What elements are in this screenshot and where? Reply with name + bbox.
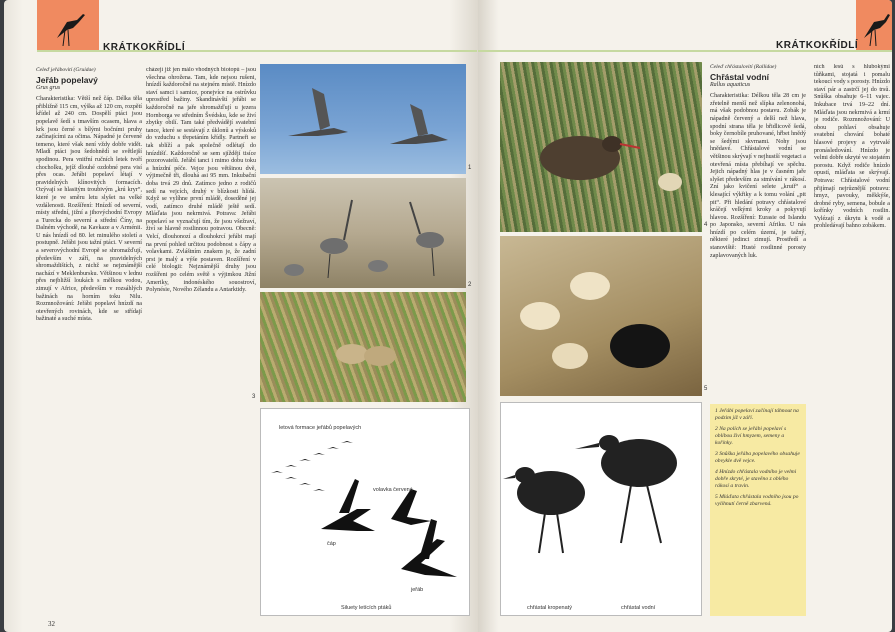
illus-label-formation: letová formace jeřábů popelavých <box>279 425 362 431</box>
rail-drawings-icon <box>501 403 703 617</box>
crane-standing-icon <box>260 178 466 288</box>
body-text: Charakteristika: Větší než čáp. Délka těla přibližně 115 cm, výška až 120 cm, rozpětí křídel až 240 cm. Dospělí ptáci jsou popelavě šedí s tmavším ocasem, hlava a krk jsou černé s bílými bočními pruhy začínajícími za očima. Nápadné je červené temeno, které však není vždy dobře vidět. Mladí ptáci jsou šedohnědí se světlejší spodinou. Pera vnitřní ručních letek tvoří chocholku, jejíž dlouhé ozdobné pera visí přes ocas. Jeřábi popelaví létají v pravidelných klínovitých formacích. Ozývají se hlasitým troubivým „krú kryr“, které je ve směru letu slyšet na velké vzdálenosti. Rozšíření: Hnízdí od severní, místy střední, jižní a jihovýchodní Evropy a Turecka do severní a střední Číny, na Dalném východě, na Kavkaze a v Arménii. U nás hnízdí od 80. let minulého století a postupně. Jeřábi jsou tažní ptáci. V severní a severovýchodní Evropě se shromažďují, především v září, na pravidelných shromaždištích, z nichž se nejznámější nachází v Meklenbursku. Většinou v lednu přes nejbližší loukách s mělkou vodou, zimují v Africe, především v rozsáhlých bažinách na horním toku Nilu. Rozmnožování: Jeřábi popelaví hnízdí na otevřených rovinách, kde se střídají bažinaté a suché místa. <box>36 96 142 323</box>
photo-number-3: 3 <box>252 394 256 400</box>
illus-label-crane: jeřáb <box>411 587 424 593</box>
page-number: 32 <box>48 620 55 628</box>
captions-box <box>710 404 806 616</box>
photo-number-5: 5 <box>704 386 708 392</box>
illus-label-water-rail: chřástal vodní <box>621 605 656 611</box>
chicks-eggs-icon <box>500 236 702 396</box>
species-name: Chřástal vodní <box>710 71 770 82</box>
right-page <box>478 0 892 632</box>
text-column-1 <box>710 64 806 394</box>
caption-4: 4 Hnízdo chřástala vodního je velmi dobře skryté, je stavěno z oblého rákosí a travin. <box>715 469 797 489</box>
photo-crane-nest <box>260 292 466 402</box>
family-label: Čeleď jeřábovití (Gruidae) <box>36 67 96 73</box>
illustration-rails <box>500 402 702 616</box>
crane-icon <box>856 0 892 50</box>
body-text: Charakteristika: Délkou těla 28 cm je zřetelně menší než slípka zelenonohá, má však podobnou postavu. Zobák je nápadně červený a delší než hlava, spodní strana těla je břidlicově šedá, boky černobíle pruhované, hřbet hnědý se šedými skvrnami. Nohy jsou hnědavé. Chřástalové vodní se většinou skrývají v nejhustší vegetaci a otevřená místa přebíhají ve spěchu. Jejich nápadný hlas je v časném jaře slyšet především za stmívání v rákosí. Zní jako kvičení selete „kruiř“ a klesající výkřiky a k tomu volání „pit pit“. Při hledání potravy chřástalové kráčejí velkými kroky a pokyvují hlavou. Rozšíření: Eurasie od Islandu po Japonsko, severní Afriku. U nás hnízdí po celém území, je tažný, některé jedinci zimují. Prostředí a stanoviště: Husté rostlinné porosty zaplavovaných luk. <box>710 93 806 259</box>
latin-name: Rallus aquaticus <box>710 81 751 88</box>
section-title: KRÁTKOKŘÍDLÍ <box>776 40 859 51</box>
eggs-icon <box>260 292 466 402</box>
caption-3: 3 Snůška jeřába popelavého obsahuje obvykle dvě vejce. <box>715 451 800 464</box>
water-rail-icon <box>500 62 702 232</box>
bird-silhouettes-icon <box>261 409 471 617</box>
illus-label-spotted-crake: chřástal kropenatý <box>527 605 572 611</box>
caption-2: 2 Na polích se jeřábi popelaví s oblibou živí hmyzem, semeny a kořínky. <box>715 426 787 446</box>
photo-number-1: 1 <box>468 165 472 171</box>
left-page <box>4 0 478 632</box>
caption-5: 5 Mláďata chřástala vodního jsou po vylíhnutí černě zbarvená. <box>715 494 799 507</box>
species-name: Jeřáb popelavý <box>36 74 98 85</box>
photo-cranes-flying <box>260 64 466 174</box>
text-column-2: ních lesů s hlubokými tůňkami, stojatá i pomalu tekoucí vody s porosty. Hnízdo staví pár a zastrčí jej do trsů. Snůška obsahuje 6–11 vajec. Inkubace trvá 19–22 dní. Mláďata jsou nekrmivá a krmí je rodiče. Rozmnožování: U obou pohlaví obsahuje svatební chování bohaté hlasové projevy a vytrvalé pronásledování. Hnízdo je velmi dobře ukryté ve stojatém porostu. Když rodiče hnízdo opustí, mláďata se skrývají. Potrava: Chřástalové vodní přijímají nejrůznější potravu: hmyz, pavouky, měkkýše, drobné ryby, semena, bobule a kořínky vodních rostlin. Vylézají z úkrytu k vodě a prohledávají bahno zobákem. <box>814 64 890 230</box>
crane-flying-icon <box>260 64 466 174</box>
illus-label-stork: čáp <box>327 541 336 547</box>
photo-number-2: 2 <box>468 282 472 288</box>
family-label: Čeleď chřástalovití (Rallidae) <box>710 64 777 70</box>
photo-rail-chicks <box>500 236 702 396</box>
text-column-1 <box>36 67 142 627</box>
photo-cranes-field <box>260 178 466 288</box>
text-column-2: cházejí již jen málo vhodných biotopů – jsou všechna ohrožena. Tam, kde nejsou rušeni, hnízdí každoročně na stejném místě. Hnízdo staví samci i samice, ponejvíce na ostrůvku uprostřed bažiny. Skandinávští jeřábi se každoročně na jaře shromažďují u jezera Hornborga ve středním Švédsku, kde se živí zbytky obilí. Tam také předvádějí svatební tance, které se sestávají z úklonů a výskoků do vzduchu s třepetáním křídly. Partneři se tak sblíží a pak společně odlétají do hnízdišť. Každoročně se sem sjíždějí tisíce pozorovatelů. Jeřábí tanci i mimo dobu toku a hnízdní péče. Vejce jsou většinou dvě, výjimečně tři, dlouhá asi 95 mm. Inkubační doba trvá 29 dnů. Zatímco jedno z rodičů sedí na vejcích, druhý v blízkosti hlídá. Když se vylíhne první mládě, doseděné jej vodí, zatímco druhé mládě ještě sedí. Mláďata jsou nekrmivá. Potrava: Jeřábi popelaví se vyznačují tím, že jsou všežraví, živí se hlavně rostlinnou potravou. Obecně: Velcí, dlouhonozí a dlouhokrcí jeřábi mají na první pohled určitou podobnost s čápy a volavkami. Zvláštním znakem je, že zadní prst je malý a výše postaven. Rozšíření v celé biologii: Nejznámější druhy jsou rozšířeni po celém světě s výjimkou Jižní Ameriky, indonéského souostroví, Polynésie, Nového Zélandu a Antarktidy. <box>146 67 256 294</box>
photo-water-rail <box>500 62 702 232</box>
latin-name: Grus grus <box>36 84 61 91</box>
illus-label-heron: volavka červená <box>373 487 413 493</box>
crane-icon <box>37 0 99 50</box>
caption-1: 1 Jeřábi popelaví začínají táhnout na podzim již v září. <box>715 408 799 421</box>
crane-logo-box-right <box>856 0 892 50</box>
section-title: KRÁTKOKŘÍDLÍ <box>103 42 186 53</box>
crane-logo-box <box>37 0 99 50</box>
photo-number-4: 4 <box>704 222 708 228</box>
illus-caption: Siluety letících ptáků <box>341 605 392 611</box>
illustration-silhouettes <box>260 408 470 616</box>
